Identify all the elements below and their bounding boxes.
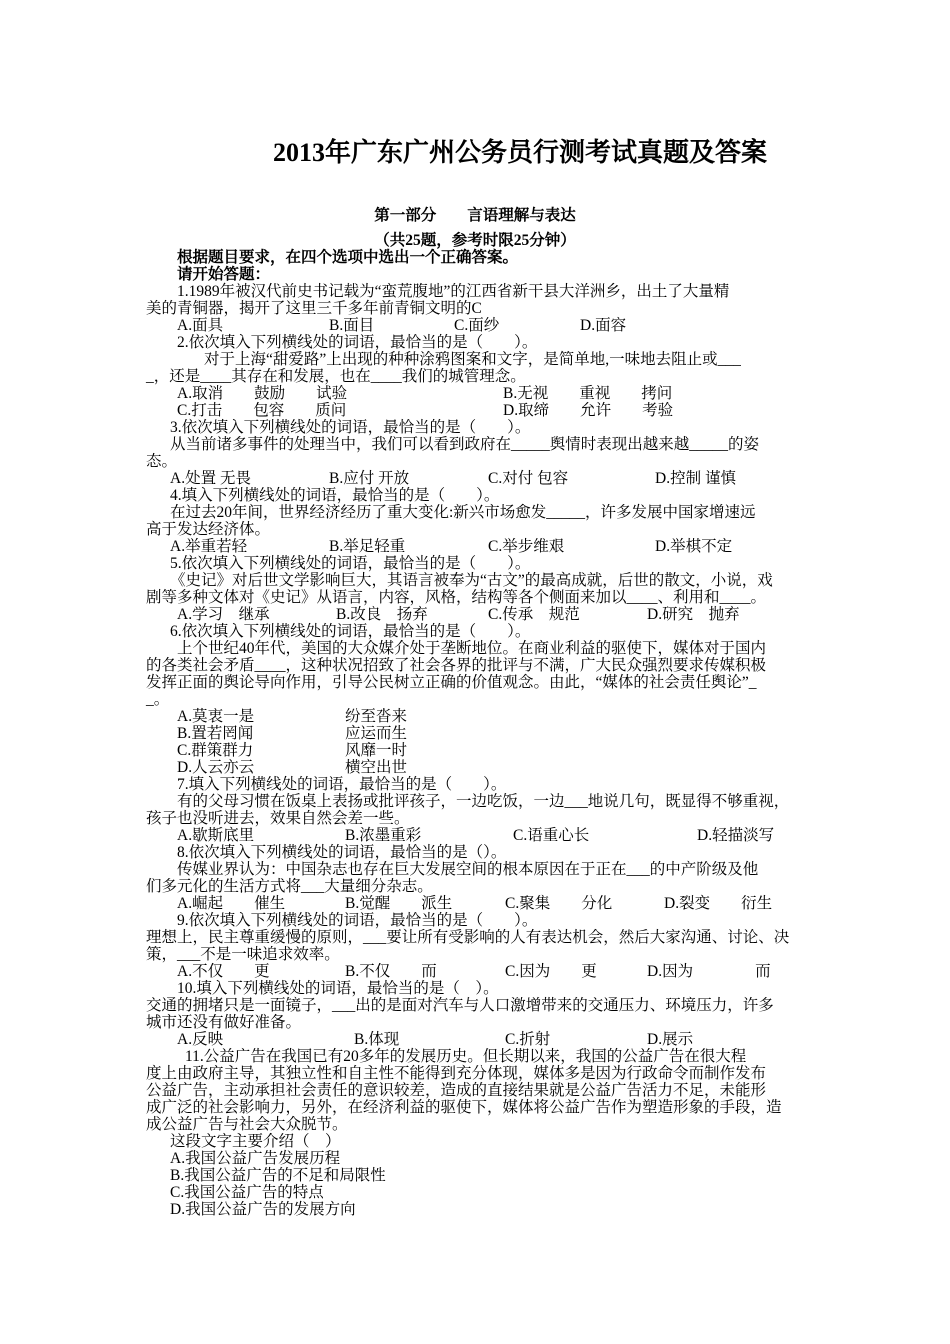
question-text: _，还是____其存在和发展，也在____我们的城管理念。 <box>146 368 526 385</box>
document-title: 2013年广东广州公务员行测考试真题及答案 <box>272 138 767 167</box>
question-stem: 这段文字主要介绍（ ） <box>170 1133 341 1150</box>
option-b: B.置若罔闻 <box>177 725 254 742</box>
question-text: 策，___不是一味追求效率。 <box>146 946 340 963</box>
option-b: B.无视 重视 拷问 <box>503 385 673 402</box>
option-b: B.不仅 而 <box>345 963 437 980</box>
question-text: 发挥正面的舆论导向作用，引导公民树立正确的价值观念。由此，“媒体的社会责任舆论”_ <box>146 674 757 691</box>
question-text: 孩子也没听进去，效果自然会差一些。 <box>146 810 410 827</box>
question-text: 从当前诸多事件的处理当中，我们可以看到政府在_____舆情时表现出越来越_____的姿 <box>170 436 760 453</box>
question-text: 成广泛的社会影响力，另外，在经济利益的驱使下，媒体将公益广告作为塑造形象的手段，造 <box>146 1099 782 1116</box>
question-text: 上个世纪40年代，美国的大众媒介处于垄断地位。在商业利益的驱使下，媒体对于国内 <box>177 640 767 657</box>
option-b: B.我国公益广告的不足和局限性 <box>170 1167 386 1184</box>
option-c: C.打击 包容 质问 <box>177 402 347 419</box>
question-text: 在过去20年间，世界经济经历了重大变化:新兴市场愈发_____，许多发展中国家增速远 <box>170 504 756 521</box>
option-d: D.因为 而 <box>647 963 771 980</box>
option-a: A.莫衷一是 <box>177 708 255 725</box>
option-d: D.人云亦云 <box>177 759 255 776</box>
option-c: C.语重心长 <box>513 827 590 844</box>
option-a-second: 纷至沓来 <box>345 708 408 725</box>
option-c: C.举步维艰 <box>488 538 565 555</box>
question-stem: 3.依次填入下列横线处的词语，最恰当的是（ ）。 <box>170 419 531 436</box>
question-text: 对于上海“甜爱路”上出现的种种涂鸦图案和文字，是简单地,一味地去阻止或___ <box>204 351 741 368</box>
option-b: B.浓墨重彩 <box>345 827 422 844</box>
option-c: C.折射 <box>505 1031 551 1048</box>
question-text: 成公益广告与社会大众脱节。 <box>146 1116 348 1133</box>
question-text: 《史记》对后世文学影响巨大，其语言被奉为“古文”的最高成就，后世的散文，小说，戏 <box>170 572 773 589</box>
option-d: D.面容 <box>580 317 627 334</box>
option-b: B.应付 开放 <box>329 470 410 487</box>
question-stem: 4.填入下列横线处的词语，最恰当的是（ ）。 <box>170 487 500 504</box>
option-a: A.学习 继承 <box>177 606 270 623</box>
question-text: 公益广告，主动承担社会责任的意识较差，造成的直接结果就是公益广告活力不足，未能形 <box>146 1082 767 1099</box>
question-stem: 2.依次填入下列横线处的词语，最恰当的是（ ）。 <box>177 334 538 351</box>
option-b: B.举足轻重 <box>329 538 406 555</box>
question-text: 交通的拥堵只是一面镜子，___出的是面对汽车与人口激增带来的交通压力、环境压力，许多 <box>146 997 774 1014</box>
option-d: D.举棋不定 <box>655 538 733 555</box>
option-a: A.面具 <box>177 317 224 334</box>
option-a: A.我国公益广告发展历程 <box>170 1150 341 1167</box>
option-b: B.面目 <box>329 317 375 334</box>
option-a: A.歇斯底里 <box>177 827 255 844</box>
question-text: 城市还没有做好准备。 <box>146 1014 302 1031</box>
instruction-line: 请开始答题： <box>177 266 271 283</box>
question-text: 高于发达经济体。 <box>146 521 271 538</box>
option-a: A.处置 无畏 <box>170 470 251 487</box>
question-text: 1.1989年被汉代前史书记载为“蛮荒腹地”的江西省新干县大洋洲乡，出土了大量精 <box>177 283 730 300</box>
option-d: D.我国公益广告的发展方向 <box>170 1201 356 1218</box>
question-stem: 6.依次填入下列横线处的词语，最恰当的是（ ）。 <box>170 623 531 640</box>
option-c: C.聚集 分化 <box>505 895 613 912</box>
option-a: A.不仅 更 <box>177 963 270 980</box>
question-stem: 10.填入下列横线处的词语，最恰当的是（ ）。 <box>177 980 499 997</box>
option-b-second: 应运而生 <box>345 725 408 742</box>
question-text: 度上由政府主导，其独立性和自主性不能得到充分体现，媒体多是因为行政命令而制作发布 <box>146 1065 767 1082</box>
option-d: D.研究 抛弃 <box>647 606 740 623</box>
question-text: 传媒业界认为：中国杂志也存在巨大发展空间的根本原因在于正在___的中产阶级及他 <box>177 861 759 878</box>
option-b: B.改良 扬弃 <box>336 606 428 623</box>
option-c: C.传承 规范 <box>488 606 580 623</box>
option-d: D.展示 <box>647 1031 694 1048</box>
option-c: C.面纱 <box>454 317 500 334</box>
option-d: D.控制 谨慎 <box>655 470 736 487</box>
question-stem: 9.依次填入下列横线处的词语，最恰当的是（ ）。 <box>177 912 538 929</box>
section-subtitle: （共25题，参考时限25分钟） <box>374 232 576 249</box>
option-b: B.觉醒 派生 <box>345 895 453 912</box>
question-text: 11.公益广告在我国已有20多年的发展历史。但长期以来，我国的公益广告在很大程 <box>185 1048 747 1065</box>
option-a: A.反映 <box>177 1031 224 1048</box>
option-c: C.群策群力 <box>177 742 254 759</box>
instruction-line: 根据题目要求，在四个选项中选出一个正确答案。 <box>177 249 519 266</box>
section-title: 第一部分 言语理解与表达 <box>374 207 576 224</box>
option-d: D.轻描淡写 <box>697 827 775 844</box>
option-d-second: 横空出世 <box>345 759 408 776</box>
question-text: 有的父母习惯在饭桌上表扬或批评孩子，一边吃饭，一边___地说几句，既显得不够重视， <box>177 793 790 810</box>
option-c: C.对付 包容 <box>488 470 569 487</box>
question-stem: 8.依次填入下列横线处的词语，最恰当的是（）。 <box>177 844 507 861</box>
option-c: C.因为 更 <box>505 963 597 980</box>
question-text: 们多元化的生活方式将___大量细分杂志。 <box>146 878 433 895</box>
question-stem: 5.依次填入下列横线处的词语，最恰当的是（ ）。 <box>170 555 531 572</box>
question-text: 态。 <box>146 453 178 470</box>
question-text: 理想上，民主尊重缓慢的原则，___要让所有受影响的人有表达机会，然后大家沟通、讨论、决 <box>146 929 790 946</box>
option-c-second: 风靡一时 <box>345 742 408 759</box>
option-d: D.裂变 衍生 <box>664 895 773 912</box>
question-text: 的各类社会矛盾____，这种状况招致了社会各界的批评与不满，广大民众强烈要求传媒积极 <box>146 657 767 674</box>
option-a: A.崛起 催生 <box>177 895 286 912</box>
question-stem: 7.填入下列横线处的词语，最恰当的是（ ）。 <box>177 776 507 793</box>
option-d: D.取缔 允许 考验 <box>503 402 674 419</box>
option-a: A.举重若轻 <box>170 538 248 555</box>
option-a: A.取消 鼓励 试验 <box>177 385 348 402</box>
option-c: C.我国公益广告的特点 <box>170 1184 324 1201</box>
option-b: B.体现 <box>354 1031 400 1048</box>
question-text: 剧等多种文体对《史记》从语言，内容，风格，结构等各个侧面来加以____、利用和____。 <box>146 589 767 606</box>
question-text: _。 <box>146 691 170 708</box>
question-text: 美的青铜器，揭开了这里三千多年前青铜文明的C <box>146 300 482 317</box>
